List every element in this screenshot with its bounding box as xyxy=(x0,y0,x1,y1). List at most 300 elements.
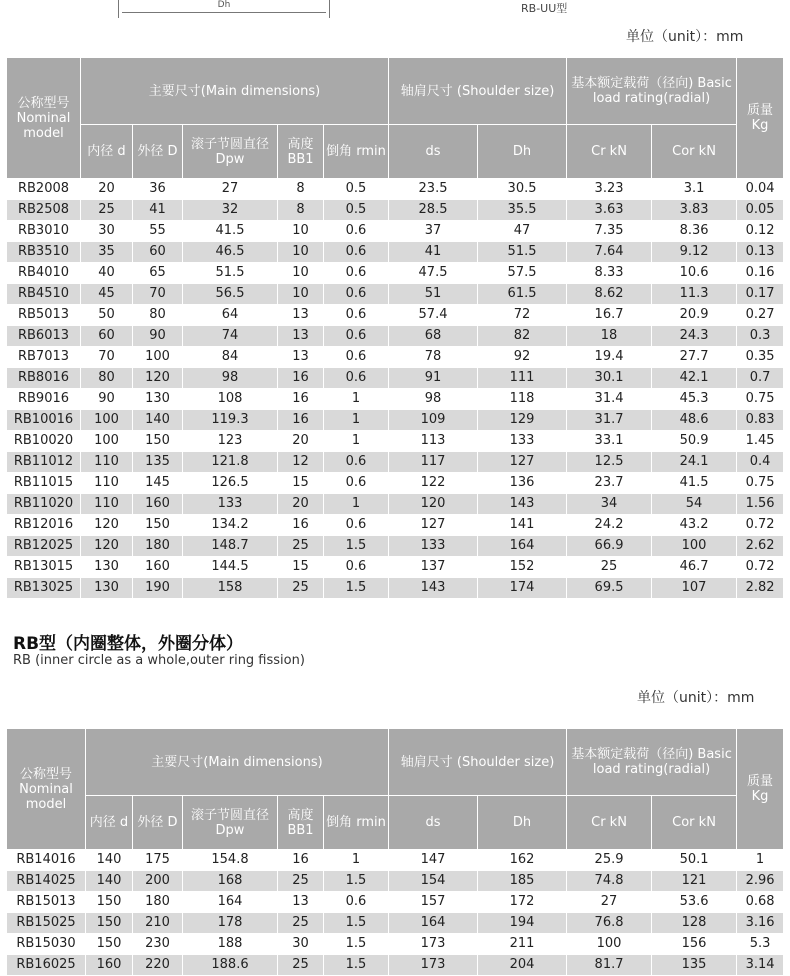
cell-model: RB3010 xyxy=(7,221,81,242)
table-row xyxy=(7,557,784,578)
cell-outer-diameter: 230 xyxy=(133,934,183,955)
cell-pitch-diameter: 168 xyxy=(183,871,278,892)
cell-outer-diameter: 80 xyxy=(133,305,183,326)
cell-cr: 8.62 xyxy=(567,284,652,305)
cell-height: 8 xyxy=(278,200,324,221)
cell-outer-diameter: 190 xyxy=(133,578,183,599)
cell-dh: 204 xyxy=(478,955,567,976)
cell-model: RB16025 xyxy=(7,955,86,976)
cell-pitch-diameter: 27 xyxy=(183,179,278,200)
cell-cr: 27 xyxy=(567,892,652,913)
cell-inner-diameter: 80 xyxy=(81,368,133,389)
cell-cor: 48.6 xyxy=(652,410,737,431)
cell-cr: 19.4 xyxy=(567,347,652,368)
header-inner-diameter: 内径 d xyxy=(86,796,133,850)
diagram-model-label: RB-UU型 xyxy=(521,2,568,15)
cell-model: RB14025 xyxy=(7,871,86,892)
cell-outer-diameter: 90 xyxy=(133,326,183,347)
cell-cor: 121 xyxy=(652,871,737,892)
cell-pitch-diameter: 178 xyxy=(183,913,278,934)
cell-chamfer: 0.5 xyxy=(324,179,389,200)
cell-outer-diameter: 160 xyxy=(133,494,183,515)
cell-outer-diameter: 200 xyxy=(133,871,183,892)
cell-model: RB13015 xyxy=(7,557,81,578)
cell-ds: 137 xyxy=(389,557,478,578)
cell-chamfer: 1 xyxy=(324,431,389,452)
cell-height: 25 xyxy=(278,536,324,557)
cell-chamfer: 0.6 xyxy=(324,326,389,347)
cell-height: 20 xyxy=(278,431,324,452)
cell-chamfer: 0.6 xyxy=(324,263,389,284)
cell-height: 12 xyxy=(278,452,324,473)
header-model: 公称型号 Nominal model xyxy=(7,58,81,179)
cell-inner-diameter: 130 xyxy=(81,578,133,599)
cell-inner-diameter: 100 xyxy=(81,410,133,431)
cell-height: 15 xyxy=(278,557,324,578)
cell-mass: 0.35 xyxy=(737,347,784,368)
header-cr: Cr kN xyxy=(567,125,652,179)
cell-ds: 41 xyxy=(389,242,478,263)
cell-outer-diameter: 140 xyxy=(133,410,183,431)
cell-cr: 8.33 xyxy=(567,263,652,284)
cell-model: RB7013 xyxy=(7,347,81,368)
cell-cor: 135 xyxy=(652,955,737,976)
cell-cor: 20.9 xyxy=(652,305,737,326)
cell-chamfer: 0.6 xyxy=(324,473,389,494)
header-cor: Cor kN xyxy=(652,125,737,179)
cell-model: RB3510 xyxy=(7,242,81,263)
cell-pitch-diameter: 84 xyxy=(183,347,278,368)
cell-pitch-diameter: 188.6 xyxy=(183,955,278,976)
cell-cr: 34 xyxy=(567,494,652,515)
cell-model: RB15030 xyxy=(7,934,86,955)
cell-pitch-diameter: 41.5 xyxy=(183,221,278,242)
header-pitch-diameter: 滚子节圆直径 Dpw xyxy=(183,796,278,850)
cell-outer-diameter: 100 xyxy=(133,347,183,368)
cell-chamfer: 0.6 xyxy=(324,284,389,305)
table-row xyxy=(7,536,784,557)
table-row xyxy=(7,200,784,221)
cell-cor: 45.3 xyxy=(652,389,737,410)
cell-dh: 57.5 xyxy=(478,263,567,284)
cell-cr: 69.5 xyxy=(567,578,652,599)
cell-dh: 47 xyxy=(478,221,567,242)
cell-ds: 164 xyxy=(389,913,478,934)
cell-cr: 100 xyxy=(567,934,652,955)
cell-inner-diameter: 110 xyxy=(81,452,133,473)
cell-ds: 127 xyxy=(389,515,478,536)
cell-chamfer: 1 xyxy=(324,389,389,410)
cell-mass: 0.16 xyxy=(737,263,784,284)
cell-model: RB12016 xyxy=(7,515,81,536)
cell-pitch-diameter: 119.3 xyxy=(183,410,278,431)
cell-mass: 0.12 xyxy=(737,221,784,242)
cell-dh: 111 xyxy=(478,368,567,389)
cell-cr: 23.7 xyxy=(567,473,652,494)
cell-cor: 42.1 xyxy=(652,368,737,389)
unit-label-2: 单位（unit）：mm xyxy=(637,690,755,706)
cell-cor: 3.1 xyxy=(652,179,737,200)
cell-mass: 0.4 xyxy=(737,452,784,473)
cell-height: 8 xyxy=(278,179,324,200)
header-cor: Cor kN xyxy=(652,796,737,850)
cell-cor: 54 xyxy=(652,494,737,515)
cell-model: RB11012 xyxy=(7,452,81,473)
cell-dh: 211 xyxy=(478,934,567,955)
header-ds: ds xyxy=(389,125,478,179)
table-row xyxy=(7,431,784,452)
cell-mass: 1.45 xyxy=(737,431,784,452)
cell-dh: 61.5 xyxy=(478,284,567,305)
cell-height: 16 xyxy=(278,515,324,536)
cell-mass: 0.75 xyxy=(737,389,784,410)
cell-inner-diameter: 120 xyxy=(81,536,133,557)
header-cr: Cr kN xyxy=(567,796,652,850)
cell-height: 16 xyxy=(278,368,324,389)
cell-pitch-diameter: 123 xyxy=(183,431,278,452)
cell-ds: 154 xyxy=(389,871,478,892)
cell-mass: 0.75 xyxy=(737,473,784,494)
cell-inner-diameter: 70 xyxy=(81,347,133,368)
cell-pitch-diameter: 51.5 xyxy=(183,263,278,284)
cell-inner-diameter: 30 xyxy=(81,221,133,242)
cell-pitch-diameter: 121.8 xyxy=(183,452,278,473)
header-shoulder-size: 轴肩尺寸 (Shoulder size) xyxy=(389,58,567,125)
cell-cr: 25.9 xyxy=(567,850,652,871)
cell-mass: 2.62 xyxy=(737,536,784,557)
cell-chamfer: 1.5 xyxy=(324,934,389,955)
cell-height: 16 xyxy=(278,850,324,871)
cell-cr: 33.1 xyxy=(567,431,652,452)
header-load-rating: 基本额定载荷（径向) Basic load rating(radial) xyxy=(567,58,737,125)
dimension-label: Dh xyxy=(217,0,231,10)
cell-outer-diameter: 145 xyxy=(133,473,183,494)
cell-ds: 133 xyxy=(389,536,478,557)
header-dh: Dh xyxy=(478,125,567,179)
cell-cr: 16.7 xyxy=(567,305,652,326)
cell-inner-diameter: 150 xyxy=(86,934,133,955)
cell-chamfer: 0.6 xyxy=(324,242,389,263)
header-height: 高度 BB1 xyxy=(278,125,324,179)
cell-outer-diameter: 135 xyxy=(133,452,183,473)
cell-cor: 8.36 xyxy=(652,221,737,242)
cell-pitch-diameter: 32 xyxy=(183,200,278,221)
cell-outer-diameter: 150 xyxy=(133,515,183,536)
cell-cr: 7.35 xyxy=(567,221,652,242)
cell-chamfer: 0.5 xyxy=(324,200,389,221)
cell-mass: 0.3 xyxy=(737,326,784,347)
cell-pitch-diameter: 98 xyxy=(183,368,278,389)
cell-mass: 0.04 xyxy=(737,179,784,200)
cell-model: RB12025 xyxy=(7,536,81,557)
cell-cr: 74.8 xyxy=(567,871,652,892)
cell-outer-diameter: 220 xyxy=(133,955,183,976)
cell-cr: 7.64 xyxy=(567,242,652,263)
cell-cr: 25 xyxy=(567,557,652,578)
cell-mass: 0.13 xyxy=(737,242,784,263)
cell-dh: 136 xyxy=(478,473,567,494)
cell-cor: 100 xyxy=(652,536,737,557)
cell-dh: 72 xyxy=(478,305,567,326)
cell-outer-diameter: 175 xyxy=(133,850,183,871)
cell-dh: 164 xyxy=(478,536,567,557)
cell-outer-diameter: 180 xyxy=(133,536,183,557)
cell-mass: 2.82 xyxy=(737,578,784,599)
cell-model: RB9016 xyxy=(7,389,81,410)
cell-dh: 35.5 xyxy=(478,200,567,221)
cell-cr: 31.7 xyxy=(567,410,652,431)
cell-inner-diameter: 110 xyxy=(81,494,133,515)
cell-ds: 98 xyxy=(389,389,478,410)
cell-inner-diameter: 90 xyxy=(81,389,133,410)
table-row xyxy=(7,892,784,913)
cell-model: RB4510 xyxy=(7,284,81,305)
cell-ds: 147 xyxy=(389,850,478,871)
table-row xyxy=(7,871,784,892)
cell-mass: 0.68 xyxy=(737,892,784,913)
cell-chamfer: 1.5 xyxy=(324,871,389,892)
cell-chamfer: 1.5 xyxy=(324,578,389,599)
cell-pitch-diameter: 148.7 xyxy=(183,536,278,557)
cell-dh: 82 xyxy=(478,326,567,347)
cell-dh: 129 xyxy=(478,410,567,431)
cell-cor: 3.83 xyxy=(652,200,737,221)
cell-model: RB10016 xyxy=(7,410,81,431)
cell-dh: 143 xyxy=(478,494,567,515)
cell-cor: 50.9 xyxy=(652,431,737,452)
cell-chamfer: 0.6 xyxy=(324,221,389,242)
cell-pitch-diameter: 164 xyxy=(183,892,278,913)
table-row xyxy=(7,473,784,494)
table-row xyxy=(7,494,784,515)
cell-outer-diameter: 120 xyxy=(133,368,183,389)
header-height: 高度 BB1 xyxy=(278,796,324,850)
cell-mass: 2.96 xyxy=(737,871,784,892)
cell-model: RB15025 xyxy=(7,913,86,934)
cell-cr: 76.8 xyxy=(567,913,652,934)
cell-ds: 157 xyxy=(389,892,478,913)
table-row xyxy=(7,913,784,934)
cell-inner-diameter: 110 xyxy=(81,473,133,494)
cell-inner-diameter: 100 xyxy=(81,431,133,452)
table-row xyxy=(7,284,784,305)
cell-chamfer: 0.6 xyxy=(324,368,389,389)
cell-ds: 173 xyxy=(389,934,478,955)
cell-ds: 28.5 xyxy=(389,200,478,221)
table-row xyxy=(7,368,784,389)
cell-pitch-diameter: 74 xyxy=(183,326,278,347)
cell-cr: 24.2 xyxy=(567,515,652,536)
cell-outer-diameter: 36 xyxy=(133,179,183,200)
cell-cr: 12.5 xyxy=(567,452,652,473)
cell-model: RB5013 xyxy=(7,305,81,326)
cell-model: RB8016 xyxy=(7,368,81,389)
cell-cor: 53.6 xyxy=(652,892,737,913)
table-row xyxy=(7,578,784,599)
cell-height: 25 xyxy=(278,871,324,892)
cell-outer-diameter: 55 xyxy=(133,221,183,242)
unit-label: 单位（unit）：mm xyxy=(626,29,744,45)
cell-pitch-diameter: 144.5 xyxy=(183,557,278,578)
cell-dh: 194 xyxy=(478,913,567,934)
cell-dh: 92 xyxy=(478,347,567,368)
cell-mass: 0.72 xyxy=(737,515,784,536)
cell-pitch-diameter: 133 xyxy=(183,494,278,515)
cell-height: 16 xyxy=(278,389,324,410)
table-row xyxy=(7,515,784,536)
cell-cor: 41.5 xyxy=(652,473,737,494)
header-pitch-diameter: 滚子节圆直径 Dpw xyxy=(183,125,278,179)
cell-inner-diameter: 140 xyxy=(86,850,133,871)
cell-mass: 0.27 xyxy=(737,305,784,326)
dimension-diagram-fragment xyxy=(118,0,330,18)
cell-outer-diameter: 210 xyxy=(133,913,183,934)
cell-height: 10 xyxy=(278,221,324,242)
cell-height: 15 xyxy=(278,473,324,494)
cell-mass: 0.83 xyxy=(737,410,784,431)
cell-cor: 9.12 xyxy=(652,242,737,263)
cell-height: 13 xyxy=(278,326,324,347)
cell-model: RB14016 xyxy=(7,850,86,871)
cell-ds: 91 xyxy=(389,368,478,389)
cell-cor: 50.1 xyxy=(652,850,737,871)
cell-model: RB2508 xyxy=(7,200,81,221)
cell-model: RB11015 xyxy=(7,473,81,494)
cell-height: 13 xyxy=(278,347,324,368)
cell-cor: 27.7 xyxy=(652,347,737,368)
table-row xyxy=(7,242,784,263)
cell-dh: 152 xyxy=(478,557,567,578)
header-dh: Dh xyxy=(478,796,567,850)
header-chamfer: 倒角 rmin xyxy=(324,125,389,179)
cell-cor: 24.3 xyxy=(652,326,737,347)
table-row xyxy=(7,389,784,410)
cell-model: RB13025 xyxy=(7,578,81,599)
cell-outer-diameter: 130 xyxy=(133,389,183,410)
table-row xyxy=(7,347,784,368)
cell-height: 25 xyxy=(278,955,324,976)
cell-chamfer: 1.5 xyxy=(324,536,389,557)
cell-pitch-diameter: 134.2 xyxy=(183,515,278,536)
cell-cor: 11.3 xyxy=(652,284,737,305)
cell-ds: 37 xyxy=(389,221,478,242)
cell-dh: 172 xyxy=(478,892,567,913)
cell-outer-diameter: 70 xyxy=(133,284,183,305)
cell-mass: 0.17 xyxy=(737,284,784,305)
cell-chamfer: 0.6 xyxy=(324,892,389,913)
header-load-rating: 基本额定载荷（径向) Basic load rating(radial) xyxy=(567,729,737,796)
cell-model: RB6013 xyxy=(7,326,81,347)
cell-dh: 30.5 xyxy=(478,179,567,200)
cell-chamfer: 1.5 xyxy=(324,913,389,934)
header-inner-diameter: 内径 d xyxy=(81,125,133,179)
cell-dh: 185 xyxy=(478,871,567,892)
cell-inner-diameter: 130 xyxy=(81,557,133,578)
cell-inner-diameter: 140 xyxy=(86,871,133,892)
table-row xyxy=(7,955,784,976)
cell-model: RB10020 xyxy=(7,431,81,452)
section-subtitle: RB (inner circle as a whole,outer ring fission) xyxy=(13,653,305,668)
cell-inner-diameter: 40 xyxy=(81,263,133,284)
cell-ds: 143 xyxy=(389,578,478,599)
header-main-dimensions: 主要尺寸(Main dimensions) xyxy=(86,729,389,796)
table-row xyxy=(7,934,784,955)
cell-cr: 18 xyxy=(567,326,652,347)
cell-cor: 10.6 xyxy=(652,263,737,284)
cell-inner-diameter: 45 xyxy=(81,284,133,305)
cell-cor: 128 xyxy=(652,913,737,934)
header-main-dimensions: 主要尺寸(Main dimensions) xyxy=(81,58,389,125)
cell-chamfer: 1.5 xyxy=(324,955,389,976)
cell-outer-diameter: 150 xyxy=(133,431,183,452)
header-chamfer: 倒角 rmin xyxy=(324,796,389,850)
cell-ds: 120 xyxy=(389,494,478,515)
header-mass: 质量 Kg xyxy=(737,58,784,179)
cell-pitch-diameter: 188 xyxy=(183,934,278,955)
cell-dh: 51.5 xyxy=(478,242,567,263)
cell-ds: 51 xyxy=(389,284,478,305)
cell-chamfer: 0.6 xyxy=(324,452,389,473)
cell-inner-diameter: 60 xyxy=(81,326,133,347)
cell-inner-diameter: 50 xyxy=(81,305,133,326)
cell-cr: 30.1 xyxy=(567,368,652,389)
cell-model: RB2008 xyxy=(7,179,81,200)
table-row xyxy=(7,263,784,284)
cell-height: 20 xyxy=(278,494,324,515)
cell-inner-diameter: 160 xyxy=(86,955,133,976)
cell-cr: 66.9 xyxy=(567,536,652,557)
table-row xyxy=(7,326,784,347)
cell-cor: 156 xyxy=(652,934,737,955)
header-outer-diameter: 外径 D xyxy=(133,796,183,850)
cell-ds: 117 xyxy=(389,452,478,473)
cell-height: 30 xyxy=(278,934,324,955)
header-shoulder-size: 轴肩尺寸 (Shoulder size) xyxy=(389,729,567,796)
cell-outer-diameter: 60 xyxy=(133,242,183,263)
cell-cor: 107 xyxy=(652,578,737,599)
cell-model: RB4010 xyxy=(7,263,81,284)
spec-table-rb-split xyxy=(6,728,784,976)
cell-height: 25 xyxy=(278,578,324,599)
section-title: RB型（内圈整体，外圈分体） xyxy=(13,634,244,654)
cell-pitch-diameter: 56.5 xyxy=(183,284,278,305)
table-row xyxy=(7,410,784,431)
cell-inner-diameter: 150 xyxy=(86,892,133,913)
cell-pitch-diameter: 64 xyxy=(183,305,278,326)
cell-ds: 23.5 xyxy=(389,179,478,200)
cell-height: 10 xyxy=(278,263,324,284)
cell-model: RB15013 xyxy=(7,892,86,913)
cell-pitch-diameter: 126.5 xyxy=(183,473,278,494)
cell-cor: 46.7 xyxy=(652,557,737,578)
cell-ds: 78 xyxy=(389,347,478,368)
cell-outer-diameter: 65 xyxy=(133,263,183,284)
cell-chamfer: 1 xyxy=(324,494,389,515)
cell-ds: 173 xyxy=(389,955,478,976)
cell-height: 10 xyxy=(278,242,324,263)
cell-inner-diameter: 35 xyxy=(81,242,133,263)
cell-pitch-diameter: 108 xyxy=(183,389,278,410)
spec-table-rb xyxy=(6,57,784,599)
table-row xyxy=(7,452,784,473)
cell-dh: 162 xyxy=(478,850,567,871)
table-row xyxy=(7,221,784,242)
cell-ds: 57.4 xyxy=(389,305,478,326)
cell-height: 13 xyxy=(278,305,324,326)
cell-mass: 3.16 xyxy=(737,913,784,934)
cell-cr: 3.63 xyxy=(567,200,652,221)
cell-inner-diameter: 20 xyxy=(81,179,133,200)
